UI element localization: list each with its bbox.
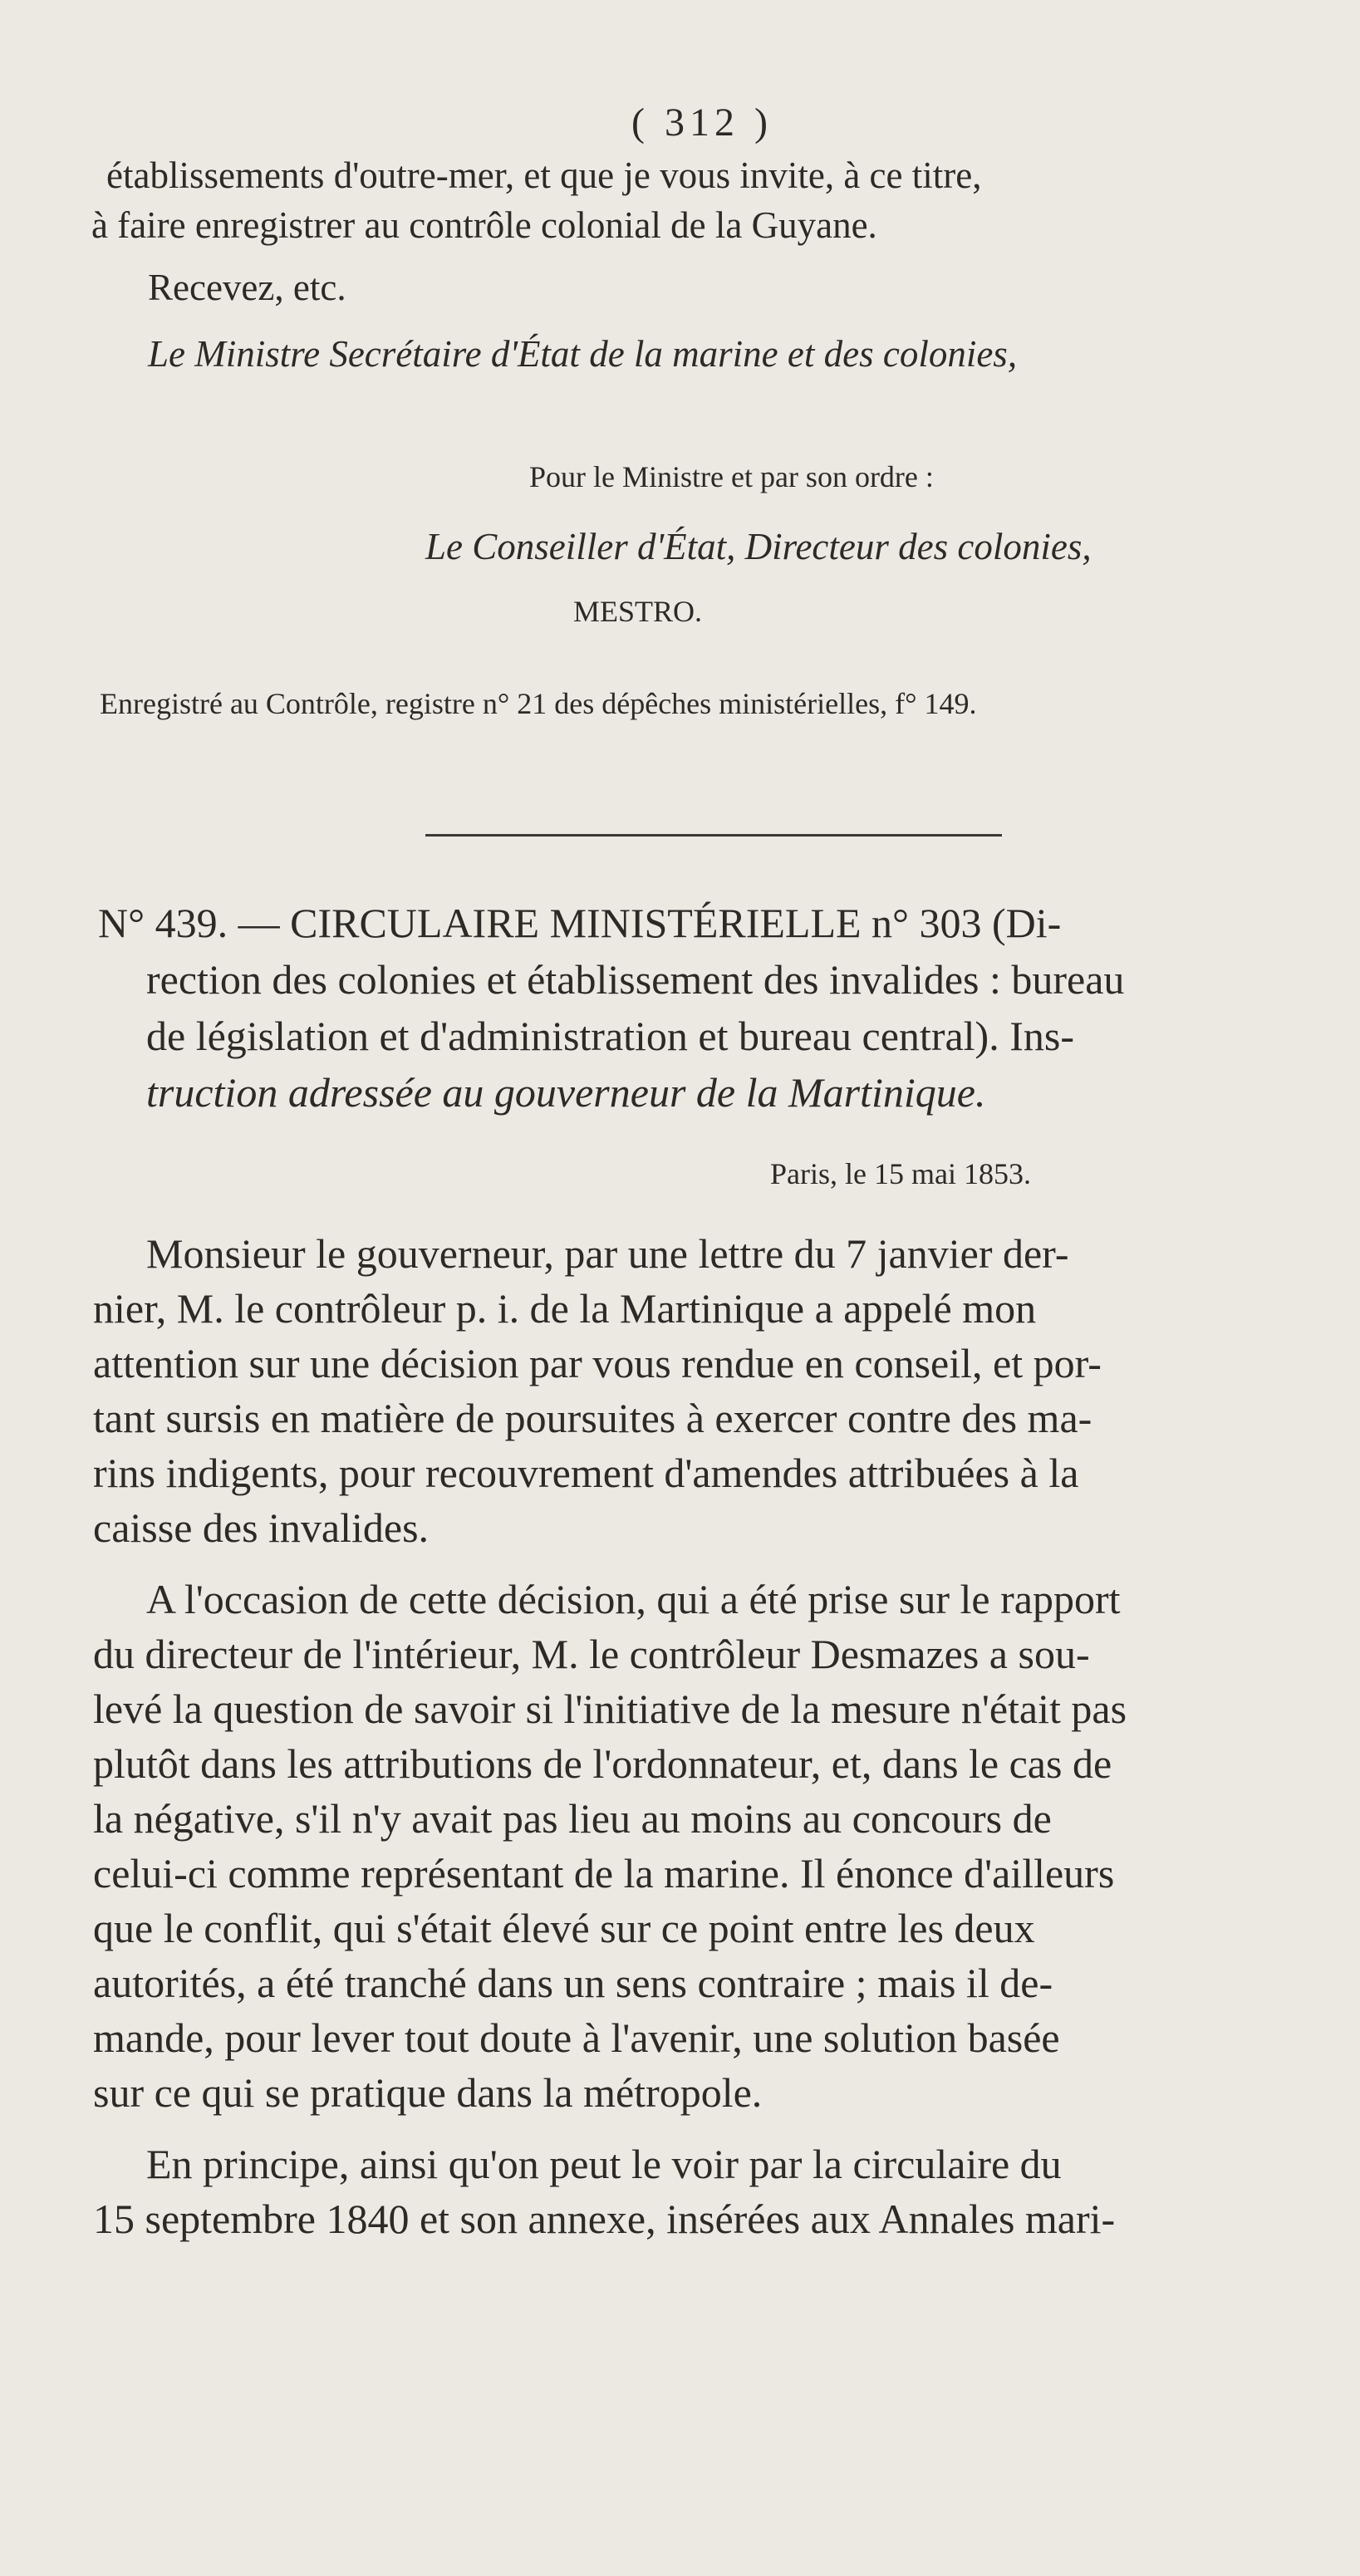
paragraph-line: plutôt dans les attributions de l'ordonnateur, et, dans le cas de bbox=[93, 1740, 1112, 1787]
dateline: Paris, le 15 mai 1853. bbox=[770, 1157, 1031, 1190]
conseiller-line: Le Conseiller d'État, Directeur des colonies, bbox=[425, 526, 1092, 567]
paragraph-line: Monsieur le gouverneur, par une lettre du 7 janvier der- bbox=[146, 1230, 1069, 1277]
paragraph-line: tant sursis en matière de poursuites à exercer contre des ma- bbox=[93, 1395, 1092, 1441]
paragraph-line: du directeur de l'intérieur, M. le contrôleur Desmazes a sou- bbox=[93, 1631, 1090, 1677]
intro-line: à faire enregistrer au contrôle colonial de la Guyane. bbox=[91, 204, 877, 246]
paragraph-line: nier, M. le contrôleur p. i. de la Martinique a appelé mon bbox=[93, 1285, 1037, 1332]
heading-line: truction adressée au gouverneur de la Martinique. bbox=[146, 1069, 986, 1116]
paragraph-line: A l'occasion de cette décision, qui a été prise sur le rapport bbox=[146, 1576, 1121, 1622]
paragraph-line: rins indigents, pour recouvrement d'amendes attribuées à la bbox=[93, 1450, 1079, 1496]
heading-line: de législation et d'administration et bureau central). Ins- bbox=[146, 1013, 1074, 1059]
paragraph-line: celui-ci comme représentant de la marine. Il énonce d'ailleurs bbox=[93, 1850, 1115, 1896]
paragraph-line: 15 septembre 1840 et son annexe, insérées aux Annales mari- bbox=[93, 2196, 1116, 2242]
section-divider bbox=[425, 834, 1002, 837]
paragraph-line: que le conflit, qui s'était élevé sur ce point entre les deux bbox=[93, 1905, 1035, 1951]
paragraph-line: sur ce qui se pratique dans la métropole. bbox=[93, 2069, 763, 2116]
heading-line: N° 439. — CIRCULAIRE MINISTÉRIELLE n° 303 (Di- bbox=[98, 900, 1062, 946]
paragraph-line: autorités, a été tranché dans un sens contraire ; mais il de- bbox=[93, 1960, 1053, 2006]
heading-line: rection des colonies et établissement des invalides : bureau bbox=[146, 956, 1125, 1003]
paragraph-line: la négative, s'il n'y avait pas lieu au moins au concours de bbox=[93, 1795, 1052, 1842]
intro-line: établissements d'outre-mer, et que je vous invite, à ce titre, bbox=[106, 155, 982, 196]
paragraph-line: caisse des invalides. bbox=[93, 1504, 430, 1551]
paragraph-line: attention sur une décision par vous rendue en conseil, et por- bbox=[93, 1340, 1102, 1386]
page-number: ( 312 ) bbox=[631, 101, 773, 145]
registration-note: Enregistré au Contrôle, registre n° 21 des dépêches ministérielles, f° 149. bbox=[100, 687, 977, 720]
closing-formula: Recevez, etc. bbox=[148, 267, 346, 308]
paragraph-line: En principe, ainsi qu'on peut le voir par la circulaire du bbox=[146, 2141, 1062, 2187]
paragraph-line: levé la question de savoir si l'initiative de la mesure n'était pas bbox=[93, 1685, 1127, 1732]
paragraph-line: mande, pour lever tout doute à l'avenir, une solution basée bbox=[93, 2014, 1060, 2061]
minister-signature: Le Ministre Secrétaire d'État de la marine et des colonies, bbox=[148, 333, 1018, 375]
signatory-name: MESTRO. bbox=[573, 595, 703, 628]
delegation-line: Pour le Ministre et par son ordre : bbox=[529, 460, 934, 493]
